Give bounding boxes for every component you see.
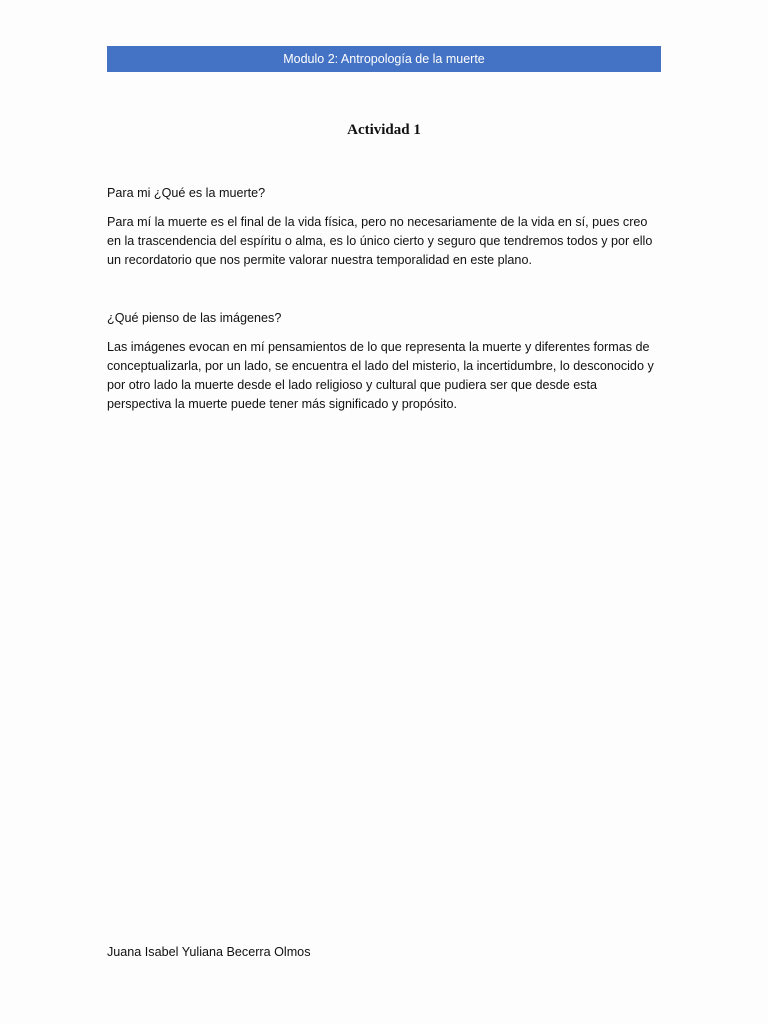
question-death: Para mi ¿Qué es la muerte? — [107, 186, 266, 200]
answer-images: Las imágenes evocan en mí pensamientos de lo que representa la muerte y diferentes formas de conceptualizarla, por un lado, se encuentra el lado del misterio, la incertidumbre, lo desconocido y por otro lado la muerte desde el lado religioso y cultural que pudiera ser que desde esta perspectiva la muerte puede tener más significado y propósito. — [107, 340, 654, 411]
question-images: ¿Qué pienso de las imágenes? — [107, 311, 282, 325]
document-header: Modulo 2: Antropología de la muerte — [107, 46, 661, 72]
footer-author: Juana Isabel Yuliana Becerra Olmos — [107, 945, 311, 959]
answer-death: Para mí la muerte es el final de la vida física, pero no necesariamente de la vida en sí, pues creo en la trascendencia del espíritu o alma, es lo único cierto y seguro que tendremos todos y por ello un recordatorio que nos permite valorar nuestra temporalidad en este plano. — [107, 215, 653, 267]
activity-title: Actividad 1 — [347, 122, 421, 138]
